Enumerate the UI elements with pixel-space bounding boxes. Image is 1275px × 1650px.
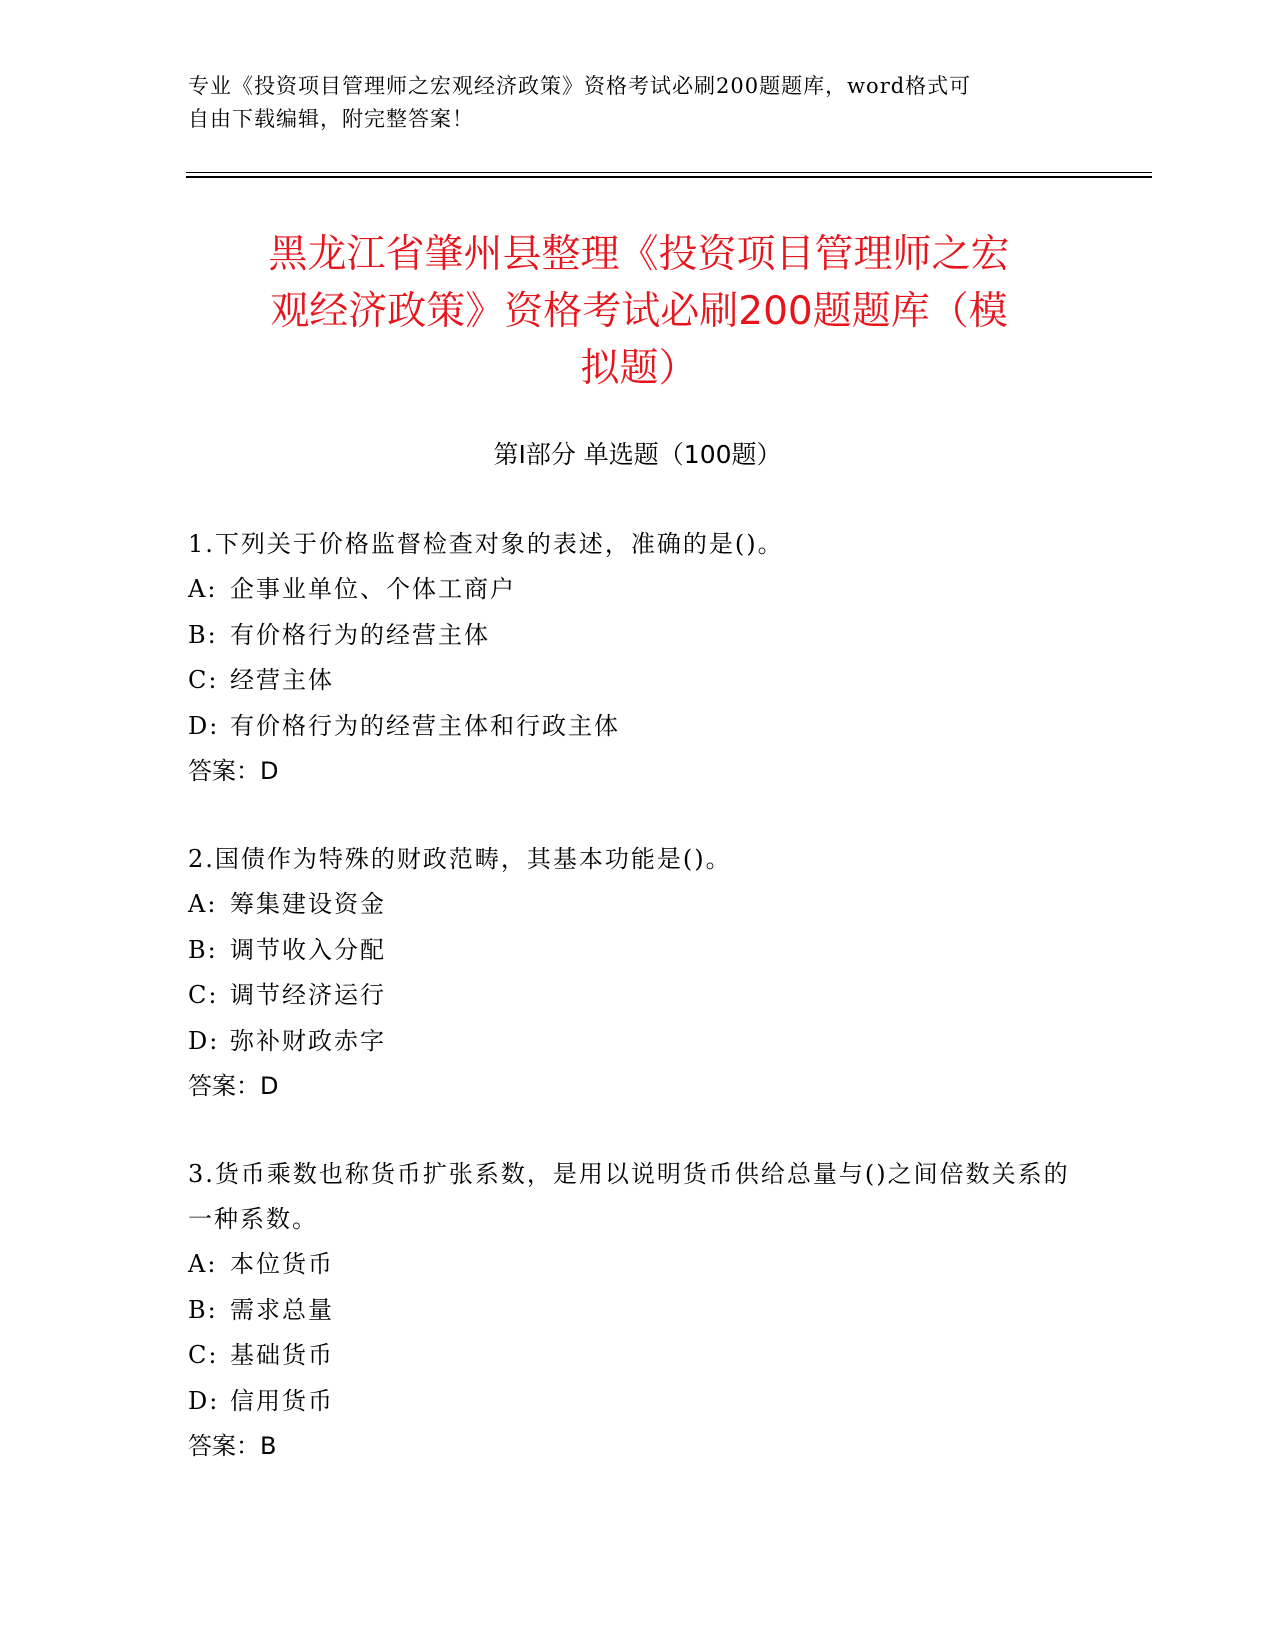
question-stem: 2.国债作为特殊的财政范畴，其基本功能是()。: [188, 845, 732, 873]
option-d: [188, 1379, 1088, 1425]
answer-line: 答案：D: [188, 1072, 279, 1100]
option-d: [188, 704, 1088, 750]
option-c: [188, 973, 1088, 1019]
option-letter: A:: [188, 1250, 218, 1278]
option-text: 筹集建设资金: [230, 890, 386, 918]
option-text: 弥补财政赤字: [230, 1026, 386, 1055]
option-a: [188, 1242, 1088, 1288]
option-text: 信用货币: [230, 1386, 334, 1415]
option-text: 调节收入分配: [230, 935, 386, 964]
header-note: [188, 70, 1088, 136]
option-text: 经营主体: [230, 666, 334, 694]
option-b: [188, 1288, 1088, 1334]
option-a: [188, 882, 1088, 928]
option-letter: C:: [188, 666, 219, 694]
option-text: 基础货币: [230, 1341, 334, 1369]
option-letter: B:: [188, 1295, 218, 1324]
question-1: [188, 522, 1088, 794]
answer-line: 答案：D: [188, 757, 279, 785]
header-note-line-2: 自由下载编辑，附完整答案！: [188, 107, 474, 131]
option-text: 调节经济运行: [230, 981, 386, 1009]
option-d: [188, 1019, 1088, 1065]
option-letter: B:: [188, 620, 218, 649]
option-a: [188, 567, 1088, 613]
header-rule-thick: [186, 176, 1152, 178]
document-title: [190, 226, 1088, 397]
option-text: 有价格行为的经营主体: [230, 620, 490, 649]
option-text: 企事业单位、个体工商户: [230, 575, 516, 603]
option-c: [188, 658, 1088, 704]
option-letter: A:: [188, 890, 218, 918]
document-title-line-2: 观经济政策》资格考试必刷200题题库（模: [270, 289, 1008, 334]
option-letter: A:: [188, 575, 218, 603]
option-text: 有价格行为的经营主体和行政主体: [230, 711, 620, 740]
question-stem: 3.货币乘数也称货币扩张系数，是用以说明货币供给总量与()之间倍数关系的一种系数。: [188, 1160, 1070, 1233]
option-letter: D:: [188, 1386, 220, 1415]
document-title-line-3: 拟题）: [580, 346, 698, 391]
option-letter: D:: [188, 711, 220, 740]
question-3: [188, 1152, 1088, 1469]
document-title-line-1: 黑龙江省肇州县整理《投资项目管理师之宏: [268, 232, 1010, 277]
answer-line: 答案：B: [188, 1432, 277, 1460]
question-stem: 1.下列关于价格监督检查对象的表述，准确的是()。: [188, 530, 784, 558]
option-letter: B:: [188, 935, 218, 964]
option-letter: C:: [188, 1341, 219, 1369]
option-text: 本位货币: [230, 1250, 334, 1278]
option-letter: C:: [188, 981, 219, 1009]
header-note-line-1: 专业《投资项目管理师之宏观经济政策》资格考试必刷200题题库，word格式可: [188, 74, 972, 98]
option-b: [188, 613, 1088, 659]
option-b: [188, 928, 1088, 974]
question-2: [188, 837, 1088, 1109]
option-letter: D:: [188, 1026, 220, 1055]
option-text: 需求总量: [230, 1295, 334, 1324]
header-rule-thin: [186, 172, 1152, 173]
section-heading: 第Ⅰ部分 单选题（100题）: [493, 440, 782, 469]
option-c: [188, 1333, 1088, 1379]
